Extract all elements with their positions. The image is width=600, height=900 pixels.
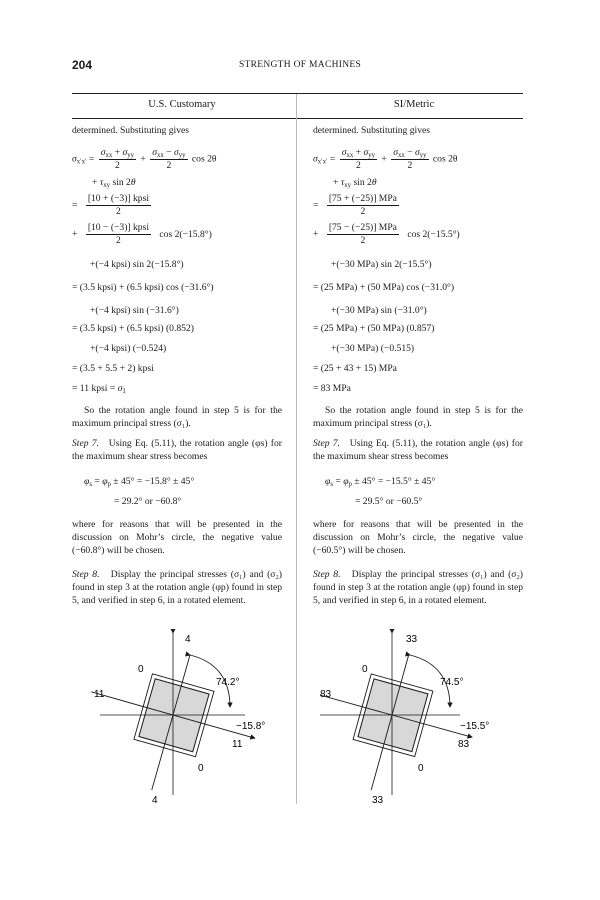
right-sigma-equation: $\sigma_{x'x'}$ = $\frac{\sigma_{xx} + \sigma_{yy}}{2}$ + $\frac{\sigma_{xx} - \sigma_{yy}}{2}$ cos 2θ xyxy=(313,147,458,171)
right-tau-sub: +(−30 MPa) sin 2(−15.5°) xyxy=(331,259,432,270)
label-angle: 74.2° xyxy=(216,677,240,688)
top-rule xyxy=(72,93,523,94)
left-sub-frac1: = $\frac{\text{[10 + (−3)] kpsi}}{2}$ xyxy=(72,193,150,217)
right-eq-5: = (25 + 43 + 15) MPa xyxy=(313,363,397,374)
left-eq-2: +(−4 kpsi) sin (−31.6°) xyxy=(90,305,179,316)
right-phi-eq1: $\varphi_s = \varphi_p \pm 45^\circ = -15.5^\circ \pm 45^\circ$ xyxy=(325,476,436,488)
left-phi-eq2: = 29.2° or −60.8° xyxy=(114,496,182,507)
right-column-title: SI/Metric xyxy=(393,99,435,110)
left-step8: Step 8. Display the principal stresses (σ₁) and (σ₂) found in step 3 at the rotation angle (φp) found in step 5, and verified in step 6, in a rotated element. xyxy=(72,569,282,607)
label-rotation: −15.5° xyxy=(460,721,490,732)
left-step7: Step 7. Using Eq. (5.11), the rotation angle (φs) for the maximum shear stress becomes xyxy=(72,438,282,463)
label-bottom: 4 xyxy=(152,795,158,806)
column-divider xyxy=(296,94,297,804)
left-stress-element-diagram xyxy=(80,625,285,810)
right-eq-3: = (25 MPa) + (50 MPa) (0.857) xyxy=(313,323,435,334)
running-title: STRENGTH OF MACHINES xyxy=(238,60,362,70)
left-sub-frac2: + $\frac{\text{[10 − (−3)] kpsi}}{2}$ cos 2(−15.8°) xyxy=(72,222,212,246)
right-intro: determined. Substituting gives xyxy=(313,125,430,136)
right-eq-1: = (25 MPa) + (50 MPa) cos (−31.0°) xyxy=(313,282,455,293)
left-sigma-equation: $\sigma_{x'x'}$ = $\frac{\sigma_{xx} + \sigma_{yy}}{2}$ + $\frac{\sigma_{xx} - \sigma_{yy}}{2}$ cos 2θ xyxy=(72,147,217,171)
label-zero-bottom: 0 xyxy=(198,763,204,774)
header-rule xyxy=(72,118,523,119)
label-right: 11 xyxy=(232,739,243,750)
right-eq-2: +(−30 MPa) sin (−31.0°) xyxy=(331,305,427,316)
label-bottom: 33 xyxy=(372,795,384,806)
label-top: 33 xyxy=(406,634,418,645)
label-left: 11 xyxy=(94,689,105,700)
left-column-title: U.S. Customary xyxy=(148,99,216,110)
label-zero-bottom: 0 xyxy=(418,763,424,774)
right-sub-frac2: + $\frac{\text{[75 − (−25)] MPa}}{2}$ cos 2(−15.5°) xyxy=(313,222,460,246)
label-zero-top: 0 xyxy=(362,664,368,675)
right-step7: Step 7. Using Eq. (5.11), the rotation angle (φs) for the maximum shear stress becomes xyxy=(313,438,523,463)
left-eq-4: +(−4 kpsi) (−0.524) xyxy=(90,343,167,354)
right-step8: Step 8. Display the principal stresses (σ₁) and (σ₂) found in step 3 at the rotation angle (φp) found in step 5, and verified in step 6, in a rotated element. xyxy=(313,569,523,607)
left-phi-eq1: $\varphi_s = \varphi_p \pm 45^\circ = -15.8^\circ \pm 45^\circ$ xyxy=(84,476,195,488)
page-number: 204 xyxy=(72,58,93,72)
left-eq-3: = (3.5 kpsi) + (6.5 kpsi) (0.852) xyxy=(72,323,194,334)
right-para-1: So the rotation angle found in step 5 is for the maximum principal stress (σ₁). xyxy=(313,405,523,430)
left-eq-5: = (3.5 + 5.5 + 2) kpsi xyxy=(72,363,154,374)
left-eq-1: = (3.5 kpsi) + (6.5 kpsi) cos (−31.6°) xyxy=(72,282,214,293)
right-stress-element-diagram xyxy=(320,625,525,810)
right-tau-term: + $\tau_{xy}$ sin 2θ xyxy=(333,177,377,189)
right-sub-frac1: = $\frac{\text{[75 + (−25)] MPa}}{2}$ xyxy=(313,193,397,217)
left-tau-term: + $\tau_{xy}$ sin 2θ xyxy=(92,177,136,189)
right-phi-eq2: = 29.5° or −60.5° xyxy=(355,496,423,507)
label-right: 83 xyxy=(458,739,470,750)
label-left: 83 xyxy=(320,689,332,700)
left-intro: determined. Substituting gives xyxy=(72,125,189,136)
left-eq-6: = 11 kpsi = $\sigma_1$ xyxy=(72,383,126,395)
right-eq-4: +(−30 MPa) (−0.515) xyxy=(331,343,415,354)
left-tau-sub: +(−4 kpsi) sin 2(−15.8°) xyxy=(90,259,184,270)
right-para-2: where for reasons that will be presented in the discussion on Mohr’s circle, the negative value (−60.5°) will be chosen. xyxy=(313,519,523,557)
left-para-2: where for reasons that will be presented in the discussion on Mohr’s circle, the negative value (−60.8°) will be chosen. xyxy=(72,519,282,557)
label-top: 4 xyxy=(185,634,191,645)
label-zero-top: 0 xyxy=(138,664,144,675)
label-rotation: −15.8° xyxy=(236,721,266,732)
left-para-1: So the rotation angle found in step 5 is for the maximum principal stress (σ₁). xyxy=(72,405,282,430)
right-eq-6: = 83 MPa xyxy=(313,383,351,394)
label-angle: 74.5° xyxy=(440,677,464,688)
